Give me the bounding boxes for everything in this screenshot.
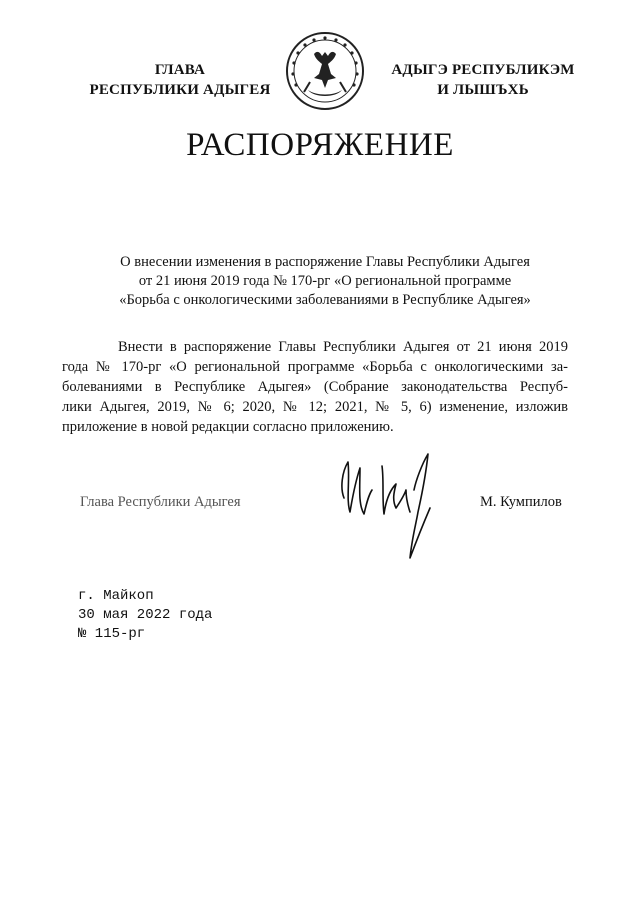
issue-details (78, 587, 212, 644)
issuer-title-ady-line-1: АДЫГЭ РЕСПУБЛИКЭМ (391, 62, 575, 78)
issue-date: 30 мая 2022 года (78, 607, 213, 623)
document-type: РАСПОРЯЖЕНИЕ (186, 127, 454, 163)
issuer-title-ru-line-1: ГЛАВА (154, 62, 206, 78)
body-line: приложение в новой редакции согласно приложению. (62, 419, 394, 435)
subject-line: «Борьба с онкологическими заболеваниями в Республике Адыгея» (119, 292, 531, 308)
issuer-title-ady (383, 60, 583, 100)
issue-number: № 115-рг (78, 626, 146, 642)
body-line: лики Адыгея, 2019, № 6; 2020, № 12; 2021, № 5, 6) изменение, изложив (62, 399, 568, 415)
adygea-coat-of-arms-icon (284, 30, 366, 112)
issuer-title-ady-line-2: И ЛЫШЪХЬ (437, 82, 529, 98)
document-body (62, 337, 568, 437)
issue-place: г. Майкоп (78, 588, 154, 604)
signatory-role: Глава Республики Адыгея (80, 494, 241, 510)
issuer-title-ru (80, 60, 280, 100)
document-subject (60, 253, 590, 310)
body-line: Внести в распоряжение Главы Республики Адыгея от 21 июня 2019 (118, 339, 568, 355)
issuer-title-ru-line-2: РЕСПУБЛИКИ АДЫГЕЯ (89, 82, 271, 98)
body-line: года № 170-рг «О региональной программе «Борьба с онкологическими за- (62, 359, 568, 375)
signatory-name: М. Кумпилов (480, 494, 562, 510)
body-line: болеваниями в Республике Адыгея» (Собрание законодательства Респуб- (62, 379, 568, 395)
subject-line: О внесении изменения в распоряжение Главы Республики Адыгея (120, 254, 530, 270)
handwritten-signature (330, 450, 460, 575)
subject-line: от 21 июня 2019 года № 170-рг «О региональной программе (138, 273, 512, 289)
